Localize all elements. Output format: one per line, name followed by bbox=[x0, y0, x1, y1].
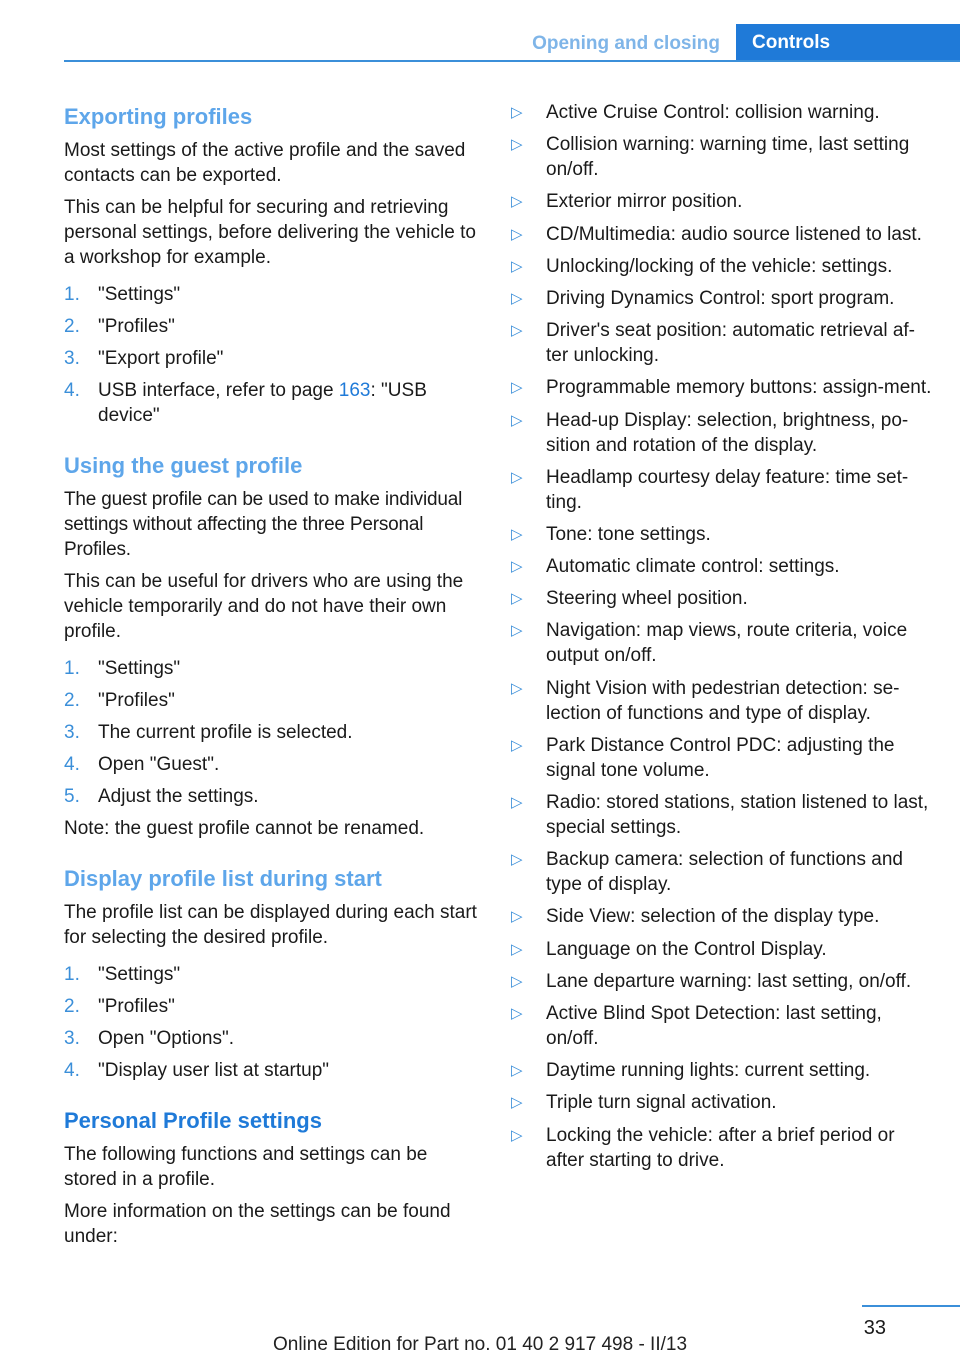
list-item-text: Daytime running lights: current setting. bbox=[546, 1060, 871, 1082]
list-item-text: Park Distance Control PDC: adjusting the signal tone volume. bbox=[546, 734, 895, 781]
list-item-text: Driving Dynamics Control: sport program. bbox=[546, 287, 895, 309]
heading-personal-profile-settings: Personal Profile settings bbox=[64, 1108, 322, 1133]
bullet-triangle-icon: ▷ bbox=[511, 257, 523, 275]
step-item bbox=[64, 688, 484, 713]
list-item bbox=[510, 100, 935, 125]
list-item bbox=[510, 132, 935, 182]
list-item-text: Driver's seat position: automatic retrieval af-ter unlocking. bbox=[546, 320, 915, 367]
step-text: "Settings" bbox=[98, 284, 181, 305]
list-item-text: Navigation: map views, route criteria, voice output on/off. bbox=[546, 620, 908, 667]
bullet-triangle-icon: ▷ bbox=[511, 193, 523, 211]
step-number: 3. bbox=[64, 722, 80, 743]
list-item bbox=[510, 586, 935, 611]
step-number: 1. bbox=[64, 658, 80, 679]
paragraph: More information on the settings can be found under: bbox=[64, 1201, 451, 1247]
step-text: "Display user list at startup" bbox=[98, 1060, 330, 1081]
step-number: 3. bbox=[64, 1028, 80, 1049]
list-item-text: Collision warning: warning time, last setting on/off. bbox=[546, 134, 910, 181]
bullet-triangle-icon: ▷ bbox=[511, 136, 523, 154]
list-item bbox=[510, 318, 935, 368]
step-item bbox=[64, 1026, 484, 1051]
list-item-text: Tone: tone settings. bbox=[546, 523, 711, 545]
bullet-triangle-icon: ▷ bbox=[511, 1094, 523, 1112]
step-text: "Settings" bbox=[98, 964, 181, 985]
step-item bbox=[64, 720, 484, 745]
bullet-triangle-icon: ▷ bbox=[511, 289, 523, 307]
footer-rule bbox=[862, 1305, 960, 1307]
step-text: Open "Options". bbox=[98, 1028, 235, 1049]
steps-guest bbox=[64, 656, 484, 809]
bullet-triangle-icon: ▷ bbox=[511, 590, 523, 608]
list-item-text: Radio: stored stations, station listened to last, special settings. bbox=[546, 792, 929, 838]
bullet-triangle-icon: ▷ bbox=[511, 379, 523, 397]
header-chapter-tab: Controls bbox=[736, 24, 960, 62]
step-number: 5. bbox=[64, 786, 80, 807]
list-item bbox=[510, 676, 935, 726]
list-item bbox=[510, 254, 935, 279]
step-text: "Settings" bbox=[98, 658, 181, 679]
list-item bbox=[510, 937, 935, 962]
list-item bbox=[510, 554, 935, 579]
step-text: "Profiles" bbox=[98, 316, 175, 337]
list-item bbox=[510, 1123, 935, 1173]
list-item-text: Lane departure warning: last setting, on/off. bbox=[546, 970, 912, 992]
list-item bbox=[510, 189, 935, 214]
list-item-text: Active Cruise Control: collision warning. bbox=[546, 102, 880, 123]
paragraph: Most settings of the active profile and the saved contacts can be exported. bbox=[64, 140, 466, 186]
step-number: 3. bbox=[64, 348, 80, 369]
bullet-triangle-icon: ▷ bbox=[511, 679, 523, 697]
note-text: Note: the guest profile cannot be renamed. bbox=[64, 818, 425, 839]
step-text: "Profiles" bbox=[98, 690, 175, 711]
bullet-triangle-icon: ▷ bbox=[511, 525, 523, 543]
list-item-text: Locking the vehicle: after a brief period or after starting to drive. bbox=[546, 1124, 895, 1171]
list-item bbox=[510, 847, 935, 897]
steps-exporting bbox=[64, 282, 484, 428]
heading-display-profile-list: Display profile list during start bbox=[64, 866, 382, 891]
paragraph: The guest profile can be used to make individual settings without affecting the three Personal Profiles. bbox=[64, 489, 463, 560]
bullet-triangle-icon: ▷ bbox=[511, 1004, 523, 1022]
edition-footer: Online Edition for Part no. 01 40 2 917 498 - II/13 bbox=[272, 1334, 688, 1355]
list-item-text: Automatic climate control: settings. bbox=[546, 556, 840, 578]
list-item-text: Language on the Control Display. bbox=[546, 938, 827, 960]
paragraph: This can be helpful for securing and retrieving personal settings, before delivering the vehicle to a workshop for example. bbox=[64, 197, 476, 268]
step-item bbox=[64, 994, 484, 1019]
step-number: 4. bbox=[64, 380, 80, 401]
left-column bbox=[64, 100, 484, 1256]
list-item bbox=[510, 1090, 935, 1115]
steps-display-list bbox=[64, 962, 484, 1083]
step-text: Open "Guest". bbox=[98, 754, 220, 775]
step-number: 2. bbox=[64, 316, 80, 337]
list-item-text: Active Blind Spot Detection: last setting, on/off. bbox=[546, 1002, 882, 1049]
bullet-triangle-icon: ▷ bbox=[511, 736, 523, 754]
list-item bbox=[510, 522, 935, 547]
list-item-text: Head-up Display: selection, brightness, po-sition and rotation of the display. bbox=[546, 409, 909, 456]
heading-guest-profile: Using the guest profile bbox=[64, 453, 303, 478]
list-item bbox=[510, 465, 935, 515]
list-item-text: Exterior mirror position. bbox=[546, 191, 743, 213]
bullet-triangle-icon: ▷ bbox=[511, 794, 523, 811]
list-item bbox=[510, 1058, 935, 1083]
step-text: "Profiles" bbox=[98, 996, 175, 1017]
list-item-text: CD/Multimedia: audio source listened to last. bbox=[546, 223, 922, 245]
bullet-triangle-icon: ▷ bbox=[511, 622, 523, 640]
list-item-text: Triple turn signal activation. bbox=[546, 1092, 777, 1114]
bullet-triangle-icon: ▷ bbox=[511, 940, 523, 958]
list-item bbox=[510, 408, 935, 458]
step-item bbox=[64, 752, 484, 777]
step-text: The current profile is selected. bbox=[98, 722, 353, 743]
step-item bbox=[64, 282, 484, 307]
page-number: 33 bbox=[863, 1317, 886, 1339]
list-item bbox=[510, 1001, 935, 1051]
step-item bbox=[64, 314, 484, 339]
list-item bbox=[510, 618, 935, 668]
right-column bbox=[510, 100, 935, 1180]
list-item-text: Headlamp courtesy delay feature: time set-ting. bbox=[546, 466, 909, 513]
stored-settings-list bbox=[510, 100, 935, 1173]
step-number: 2. bbox=[64, 690, 80, 711]
list-item bbox=[510, 286, 935, 311]
list-item bbox=[510, 733, 935, 783]
bullet-triangle-icon: ▷ bbox=[511, 1062, 523, 1080]
step-text: "Export profile" bbox=[98, 348, 224, 369]
step-item bbox=[64, 378, 484, 428]
list-item-text: Backup camera: selection of functions and type of display. bbox=[546, 849, 903, 896]
step-item bbox=[64, 1058, 484, 1083]
step-text: : "USB device" bbox=[98, 380, 427, 426]
paragraph: The profile list can be displayed during each start for selecting the desired profile. bbox=[64, 902, 477, 948]
list-item bbox=[510, 790, 935, 840]
step-item bbox=[64, 656, 484, 681]
step-item bbox=[64, 962, 484, 987]
list-item bbox=[510, 375, 935, 400]
bullet-triangle-icon: ▷ bbox=[511, 104, 523, 121]
bullet-triangle-icon: ▷ bbox=[511, 558, 523, 576]
step-text: USB interface, refer to page bbox=[98, 380, 339, 401]
list-item bbox=[510, 222, 935, 247]
paragraph: This can be useful for drivers who are using the vehicle temporarily and do not have their own profile. bbox=[64, 571, 464, 642]
list-item bbox=[510, 969, 935, 994]
bullet-triangle-icon: ▷ bbox=[511, 468, 523, 486]
header-section-title: Opening and closing bbox=[532, 33, 720, 54]
bullet-triangle-icon: ▷ bbox=[511, 851, 523, 869]
heading-exporting-profiles: Exporting profiles bbox=[64, 104, 253, 129]
list-item-text: Programmable memory buttons: assign-ment. bbox=[546, 377, 932, 399]
bullet-triangle-icon: ▷ bbox=[511, 225, 523, 243]
step-number: 4. bbox=[64, 1060, 80, 1081]
list-item bbox=[510, 904, 935, 929]
step-item bbox=[64, 784, 484, 809]
bullet-triangle-icon: ▷ bbox=[511, 908, 523, 926]
list-item-text: Side View: selection of the display type. bbox=[546, 906, 880, 928]
step-number: 2. bbox=[64, 996, 80, 1017]
bullet-triangle-icon: ▷ bbox=[511, 972, 523, 990]
bullet-triangle-icon: ▷ bbox=[511, 411, 523, 429]
step-text: Adjust the settings. bbox=[98, 786, 259, 807]
step-item bbox=[64, 346, 484, 371]
bullet-triangle-icon: ▷ bbox=[511, 322, 523, 340]
bullet-triangle-icon: ▷ bbox=[511, 1126, 523, 1144]
list-item-text: Night Vision with pedestrian detection: se-lection of functions and type of display. bbox=[546, 677, 900, 724]
step-number: 1. bbox=[64, 964, 80, 985]
list-item-text: Steering wheel position. bbox=[546, 588, 748, 610]
paragraph: The following functions and settings can be stored in a profile. bbox=[64, 1144, 428, 1190]
page-reference-link[interactable]: 163 bbox=[338, 380, 371, 401]
header-rule bbox=[64, 60, 960, 62]
step-number: 4. bbox=[64, 754, 80, 775]
step-number: 1. bbox=[64, 284, 80, 305]
list-item-text: Unlocking/locking of the vehicle: settings. bbox=[546, 255, 893, 277]
